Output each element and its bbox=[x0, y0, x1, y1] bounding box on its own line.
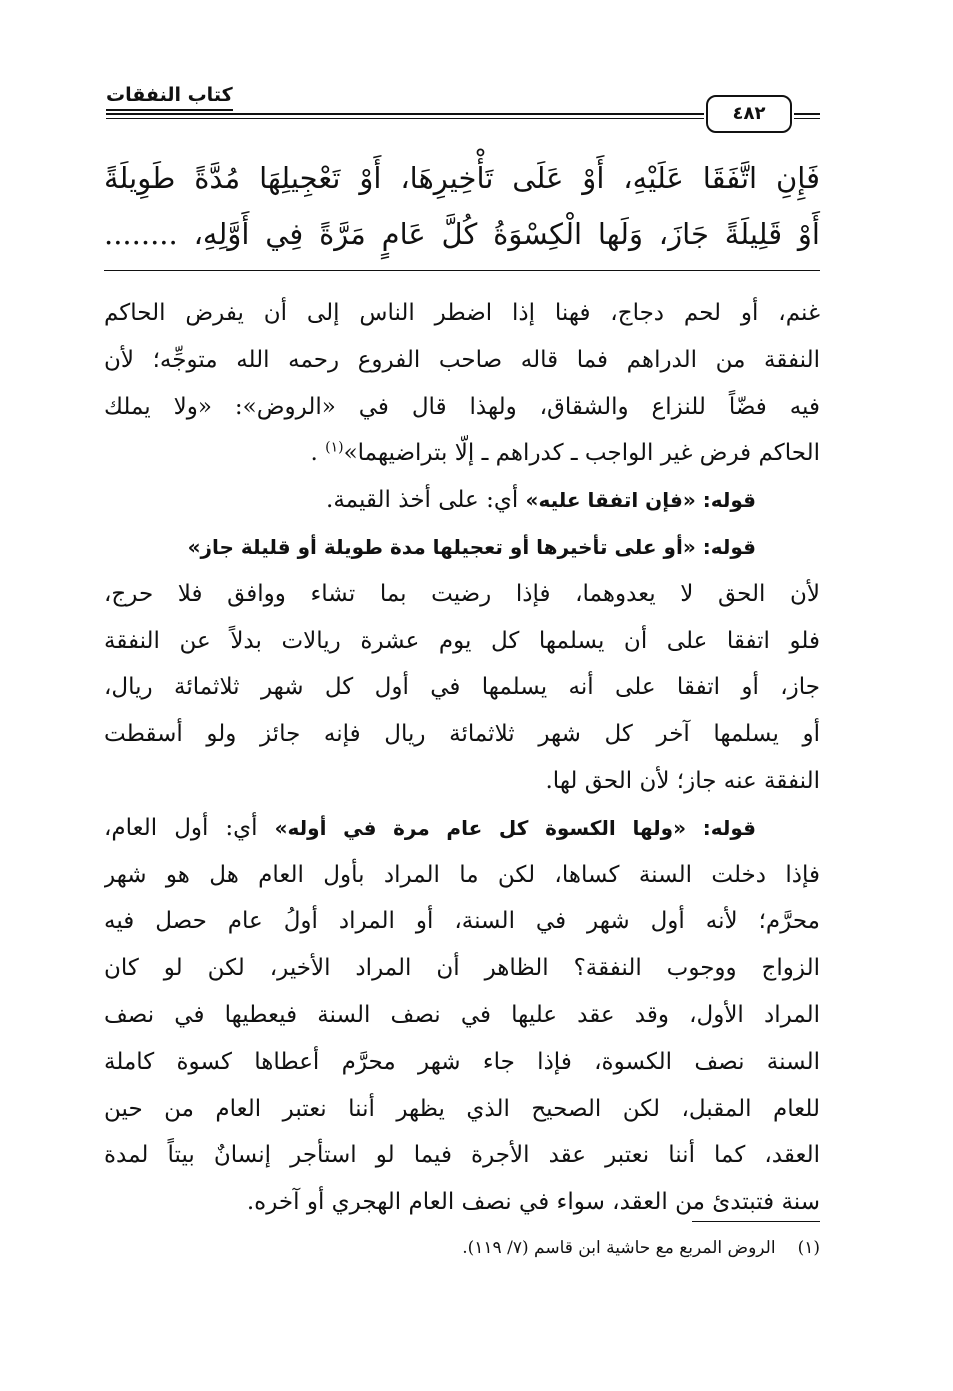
text-line: المراد الأول، وقد عقد عليها في نصف السنة فيعطيها في نصف bbox=[104, 1001, 820, 1028]
text-line: جاز، أو اتفقا على أنه يسلمها في أول كل شهر ثلاثمائة ريال، bbox=[104, 674, 820, 701]
matn-quote: «فإن اتفقا عليه» bbox=[525, 488, 703, 513]
running-title: كتاب النفقات bbox=[106, 82, 233, 111]
footnote-reference: (١) bbox=[325, 439, 344, 456]
text-line bbox=[104, 524, 820, 571]
header-rule bbox=[794, 113, 820, 115]
matn-line: أَوْ قَلِيلَةً جَازَ، وَلَها الْكِسْوَةُ كُلَّ عَامٍ مَرَّةً فِي أَوَّلِهِ، ........ bbox=[104, 217, 820, 251]
matn-text bbox=[104, 150, 820, 262]
header-rule bbox=[106, 118, 704, 119]
matn-separator bbox=[104, 270, 820, 271]
qawluhu-label: قوله: bbox=[702, 488, 756, 513]
text-line: العقد، كما أننا نعتبر عقد الأجرة فيما لو استأجر إنسانٌ بيتاً لمدة bbox=[104, 1142, 820, 1169]
text-run: أي: أول العام، bbox=[104, 814, 275, 841]
text-line: للعام المقبل، لكن الصحيح الذي يظهر أننا نعتبر العام من حين bbox=[104, 1095, 820, 1122]
text-line: لأن الحق لا يعدوهما، فإذا رضيت بما تشاء ووافق فلا حرج، bbox=[104, 580, 820, 607]
commentary bbox=[104, 290, 820, 1226]
header-rule bbox=[794, 118, 820, 119]
text-line: غنم، أو لحم دجاج، فهنا إذا اضطر الناس إلى أن يفرض الحاكم bbox=[104, 300, 820, 326]
text-run: . bbox=[310, 440, 326, 467]
text-line: محرَّم؛ لأنه أول شهر في السنة، أو المراد أولُ عام حصل فيه bbox=[104, 908, 820, 935]
footnote-number: (١) bbox=[797, 1238, 820, 1258]
matn-line: فَإِنِ اتَّفَقَا عَلَيْهِ، أَوْ عَلَى تَأْخِيرِهَا، أَوْ تَعْجِيلِهَا مُدَّةً طَوِيلَةً bbox=[104, 161, 820, 195]
page-header bbox=[106, 82, 820, 126]
text-line: فلو اتفقا على أن يسلمها كل يوم عشرة ريالات بدلاً عن النفقة bbox=[104, 627, 820, 654]
text-line: سنة فتبتدئ من العقد، سواء في نصف العام الهجري أو آخره. bbox=[246, 1189, 820, 1216]
text-line bbox=[104, 805, 820, 852]
footnote bbox=[133, 1234, 820, 1262]
text-line bbox=[104, 477, 820, 524]
text-line: النفقة من الدراهم فما قاله صاحب الفروع رحمه الله متوجِّه؛ لأن bbox=[104, 346, 820, 373]
page-number: ٤٨٢ bbox=[706, 95, 792, 133]
qawluhu-label: قوله: bbox=[702, 534, 756, 559]
text-line: فإذا دخلت السنة كساها، لكن ما المراد بأول العام هل هو شهر bbox=[104, 861, 820, 888]
text-line: الزواج ووجوب النفقة؟ الظاهر أن المراد الأخير، لكن لو كان bbox=[104, 955, 820, 982]
text-line: السنة نصف الكسوة، فإذا جاء شهر محرَّم أعطاها كسوة كاملة bbox=[104, 1048, 820, 1075]
footnote-text: الروض المربع مع حاشية ابن قاسم (٧/ ١١٩). bbox=[462, 1238, 776, 1258]
text-run: الحاكم فرض غير الواجب ـ كدراهم ـ إلّا بتراضيهما» bbox=[343, 440, 820, 467]
footnote-separator bbox=[692, 1221, 820, 1222]
qawluhu-label: قوله: bbox=[702, 815, 756, 840]
text-run: أي: على أخذ القيمة. bbox=[326, 487, 526, 514]
text-line: النفقة عنه جاز؛ لأن الحق لها. bbox=[545, 767, 820, 794]
text-line: فيه فضّاً للنزاع والشقاق، ولهذا قال في «الروض»: «ولا يملك bbox=[104, 393, 820, 420]
matn-quote: «ولها الكسوة كل عام مرة في أوله» bbox=[274, 815, 703, 840]
matn-quote: «أو على تأخيرها أو تعجيلها مدة طويلة أو قليلة جاز» bbox=[187, 534, 703, 559]
text-line bbox=[104, 430, 820, 477]
header-rule bbox=[106, 113, 704, 115]
text-line: أو يسلمها آخر كل شهر ثلاثمائة ريال فإنه جائز ولو أسقطت bbox=[104, 721, 820, 748]
